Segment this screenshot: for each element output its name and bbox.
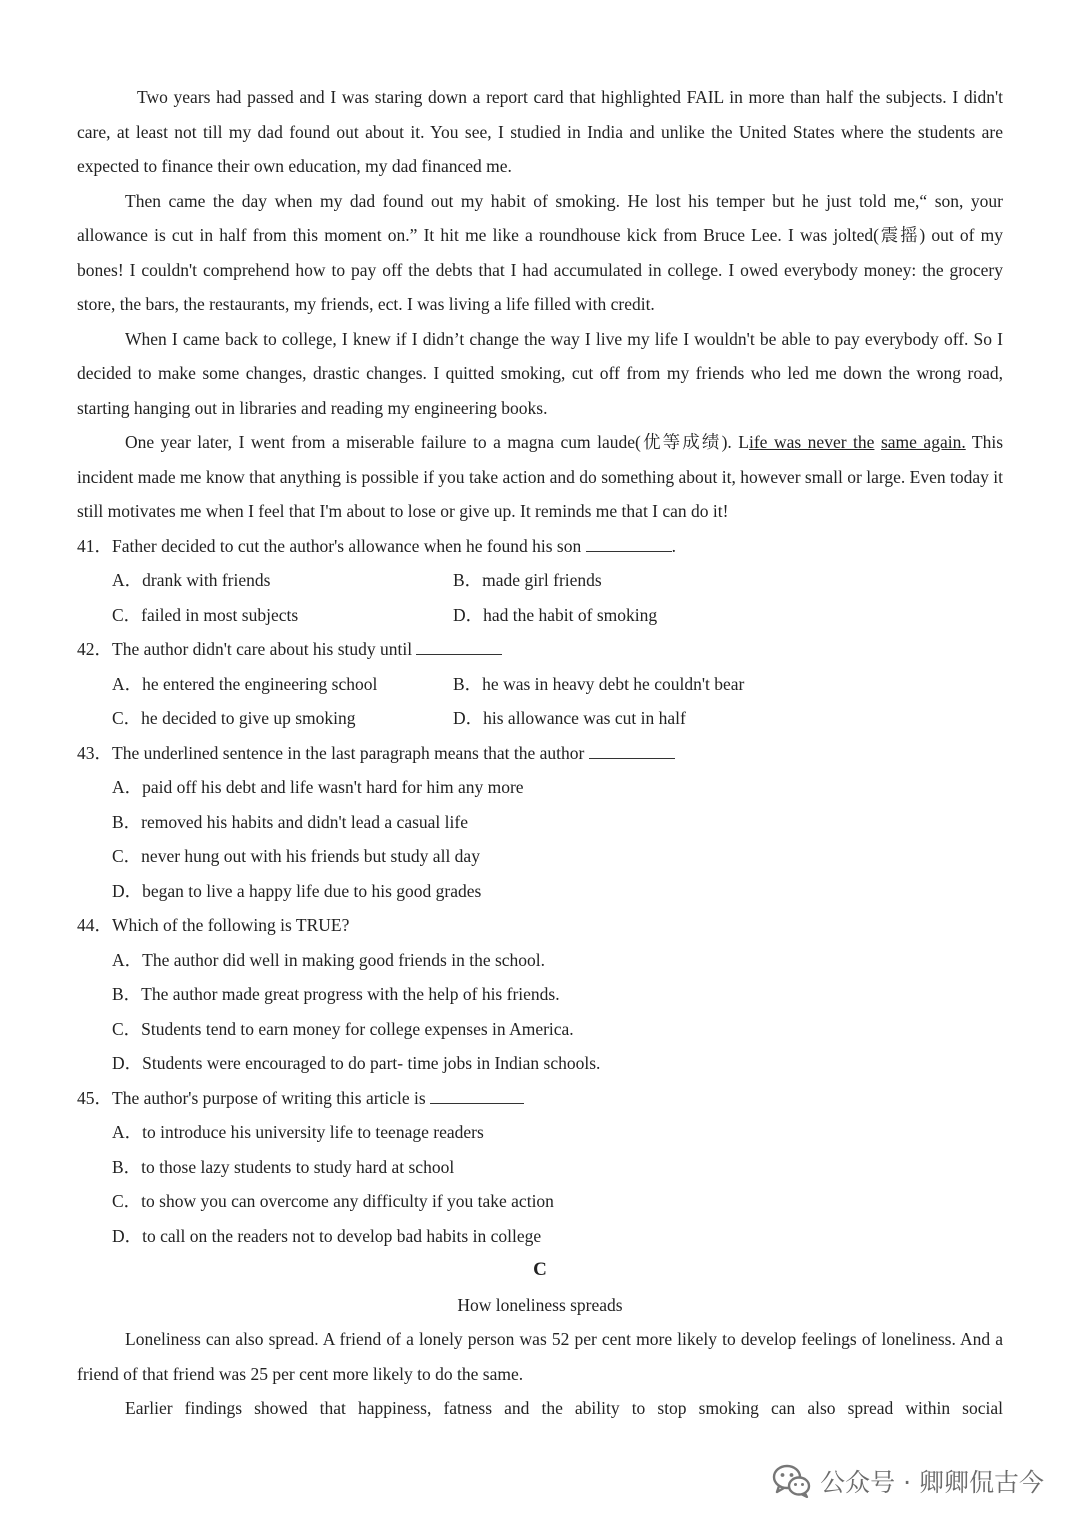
passage-paragraph-4: [77, 425, 1003, 529]
stem-text: 45．The author's purpose of writing this article is: [77, 1087, 426, 1108]
underlined-sentence-part-1: ife was never the: [748, 432, 875, 452]
question-stem: [77, 1081, 1003, 1116]
question-41: [77, 529, 1003, 633]
underlined-sentence-part-2: same again.: [880, 432, 966, 452]
section-heading: C: [533, 1259, 547, 1280]
option-a[interactable]: A．he entered the engineering school: [112, 673, 378, 694]
passage-paragraph-2: Then came the day when my dad found out my habit of smoking. He lost his temper but he just told me,“ son, your allowance is cut in half from this moment on.” It hit me like a roundhouse kick from Bruce Lee. I was jolted(震摇) out of my bones! I couldn't comprehend how to pay off the debts that I had accumulated in college. I owed everybody money: the grocery store, the bars, the restaurants, my friends, ect. I was living a life filled with credit.: [77, 190, 1003, 314]
option-c[interactable]: C．to show you can overcome any difficulty if you take action: [112, 1191, 554, 1211]
question-44: [77, 908, 1003, 1081]
option-b[interactable]: B．The author made great progress with the help of his friends.: [112, 984, 560, 1004]
stem-text: 42．The author didn't care about his study until: [77, 639, 413, 659]
option-c[interactable]: C．never hung out with his friends but study all day: [112, 846, 480, 866]
passage-paragraph-1: Two years had passed and I was staring down a report card that highlighted FAIL in more than half the subjects. I didn't care, at least not till my dad found out about it. You see, I studied in India and unlike the United States where the students are expected to finance their own education, my dad financed me.: [77, 87, 1003, 176]
passage-title: How loneliness spreads: [457, 1294, 623, 1315]
option-b[interactable]: B．he was in heavy debt he couldn't bear: [453, 673, 745, 694]
option-b[interactable]: B．to those lazy students to study hard at school: [112, 1156, 455, 1177]
option-d[interactable]: D．his allowance was cut in half: [453, 708, 686, 728]
section-c-paragraph-1: Loneliness can also spread. A friend of a lonely person was 52 per cent more likely to develop feelings of loneliness. And a friend of that friend was 25 per cent more likely to do the same.: [77, 1329, 1003, 1384]
question-stem: [77, 529, 1003, 564]
option-d[interactable]: D．Students were encouraged to do part- time jobs in Indian schools.: [112, 1053, 601, 1073]
paragraph-4-rest: This incident made me know that anything is possible if you take action and do something about it, however small or large. Even today it still motivates me when I feel that I'm about to lose or give up. It reminds me that I can do it!: [77, 432, 1004, 521]
question-43: [77, 736, 1003, 909]
option-b[interactable]: B．removed his habits and didn't lead a casual life: [112, 811, 468, 832]
option-a[interactable]: A．drank with friends: [112, 570, 271, 590]
answer-blank[interactable]: [416, 636, 502, 655]
question-stem: 44．Which of the following is TRUE?: [77, 915, 350, 935]
answer-blank[interactable]: [589, 740, 675, 759]
exam-page: [77, 80, 1003, 1426]
section-c-paragraph-2: Earlier findings showed that happiness, fatness and the ability to stop smoking can also spread within social: [125, 1398, 1003, 1418]
option-d[interactable]: D．to call on the readers not to develop bad habits in college: [112, 1225, 542, 1246]
question-42: [77, 632, 1003, 736]
option-a[interactable]: A．The author did well in making good friends in the school.: [112, 949, 546, 970]
wechat-icon: [772, 1464, 812, 1498]
paragraph-4-lead: One year later, I went from a miserable failure to a magna cum laude(优等成绩). L: [125, 432, 749, 452]
answer-blank[interactable]: [586, 533, 672, 552]
stem-text: 43．The underlined sentence in the last paragraph means that the author: [77, 742, 585, 763]
option-c[interactable]: C．failed in most subjects: [112, 604, 299, 625]
answer-blank[interactable]: [430, 1085, 524, 1104]
watermark: [772, 1463, 1044, 1499]
option-c[interactable]: C．he decided to give up smoking: [112, 708, 356, 728]
stem-text: 41．Father decided to cut the author's allowance when he found his son: [77, 535, 582, 556]
question-stem: [77, 736, 1003, 771]
question-stem: [77, 632, 1003, 667]
watermark-text: 公众号 · 卿卿侃古今: [820, 1468, 1044, 1497]
option-a[interactable]: A．to introduce his university life to teenage readers: [112, 1122, 484, 1142]
passage-paragraph-3: When I came back to college, I knew if I didn’t change the way I live my life I wouldn't be able to pay everybody off. So I decided to make some changes, drastic changes. I quitted smoking, cut off from my friends who led me down the wrong road, starting hanging out in libraries and reading my engineering books.: [77, 328, 1003, 418]
option-d[interactable]: D．had the habit of smoking: [453, 604, 658, 625]
option-c[interactable]: C．Students tend to earn money for college expenses in America.: [112, 1018, 574, 1039]
question-45: [77, 1081, 1003, 1254]
stem-end: .: [671, 535, 676, 556]
option-b[interactable]: B．made girl friends: [453, 570, 602, 590]
option-a[interactable]: A．paid off his debt and life wasn't hard for him any more: [112, 777, 524, 797]
option-d[interactable]: D．began to live a happy life due to his good grades: [112, 880, 482, 901]
